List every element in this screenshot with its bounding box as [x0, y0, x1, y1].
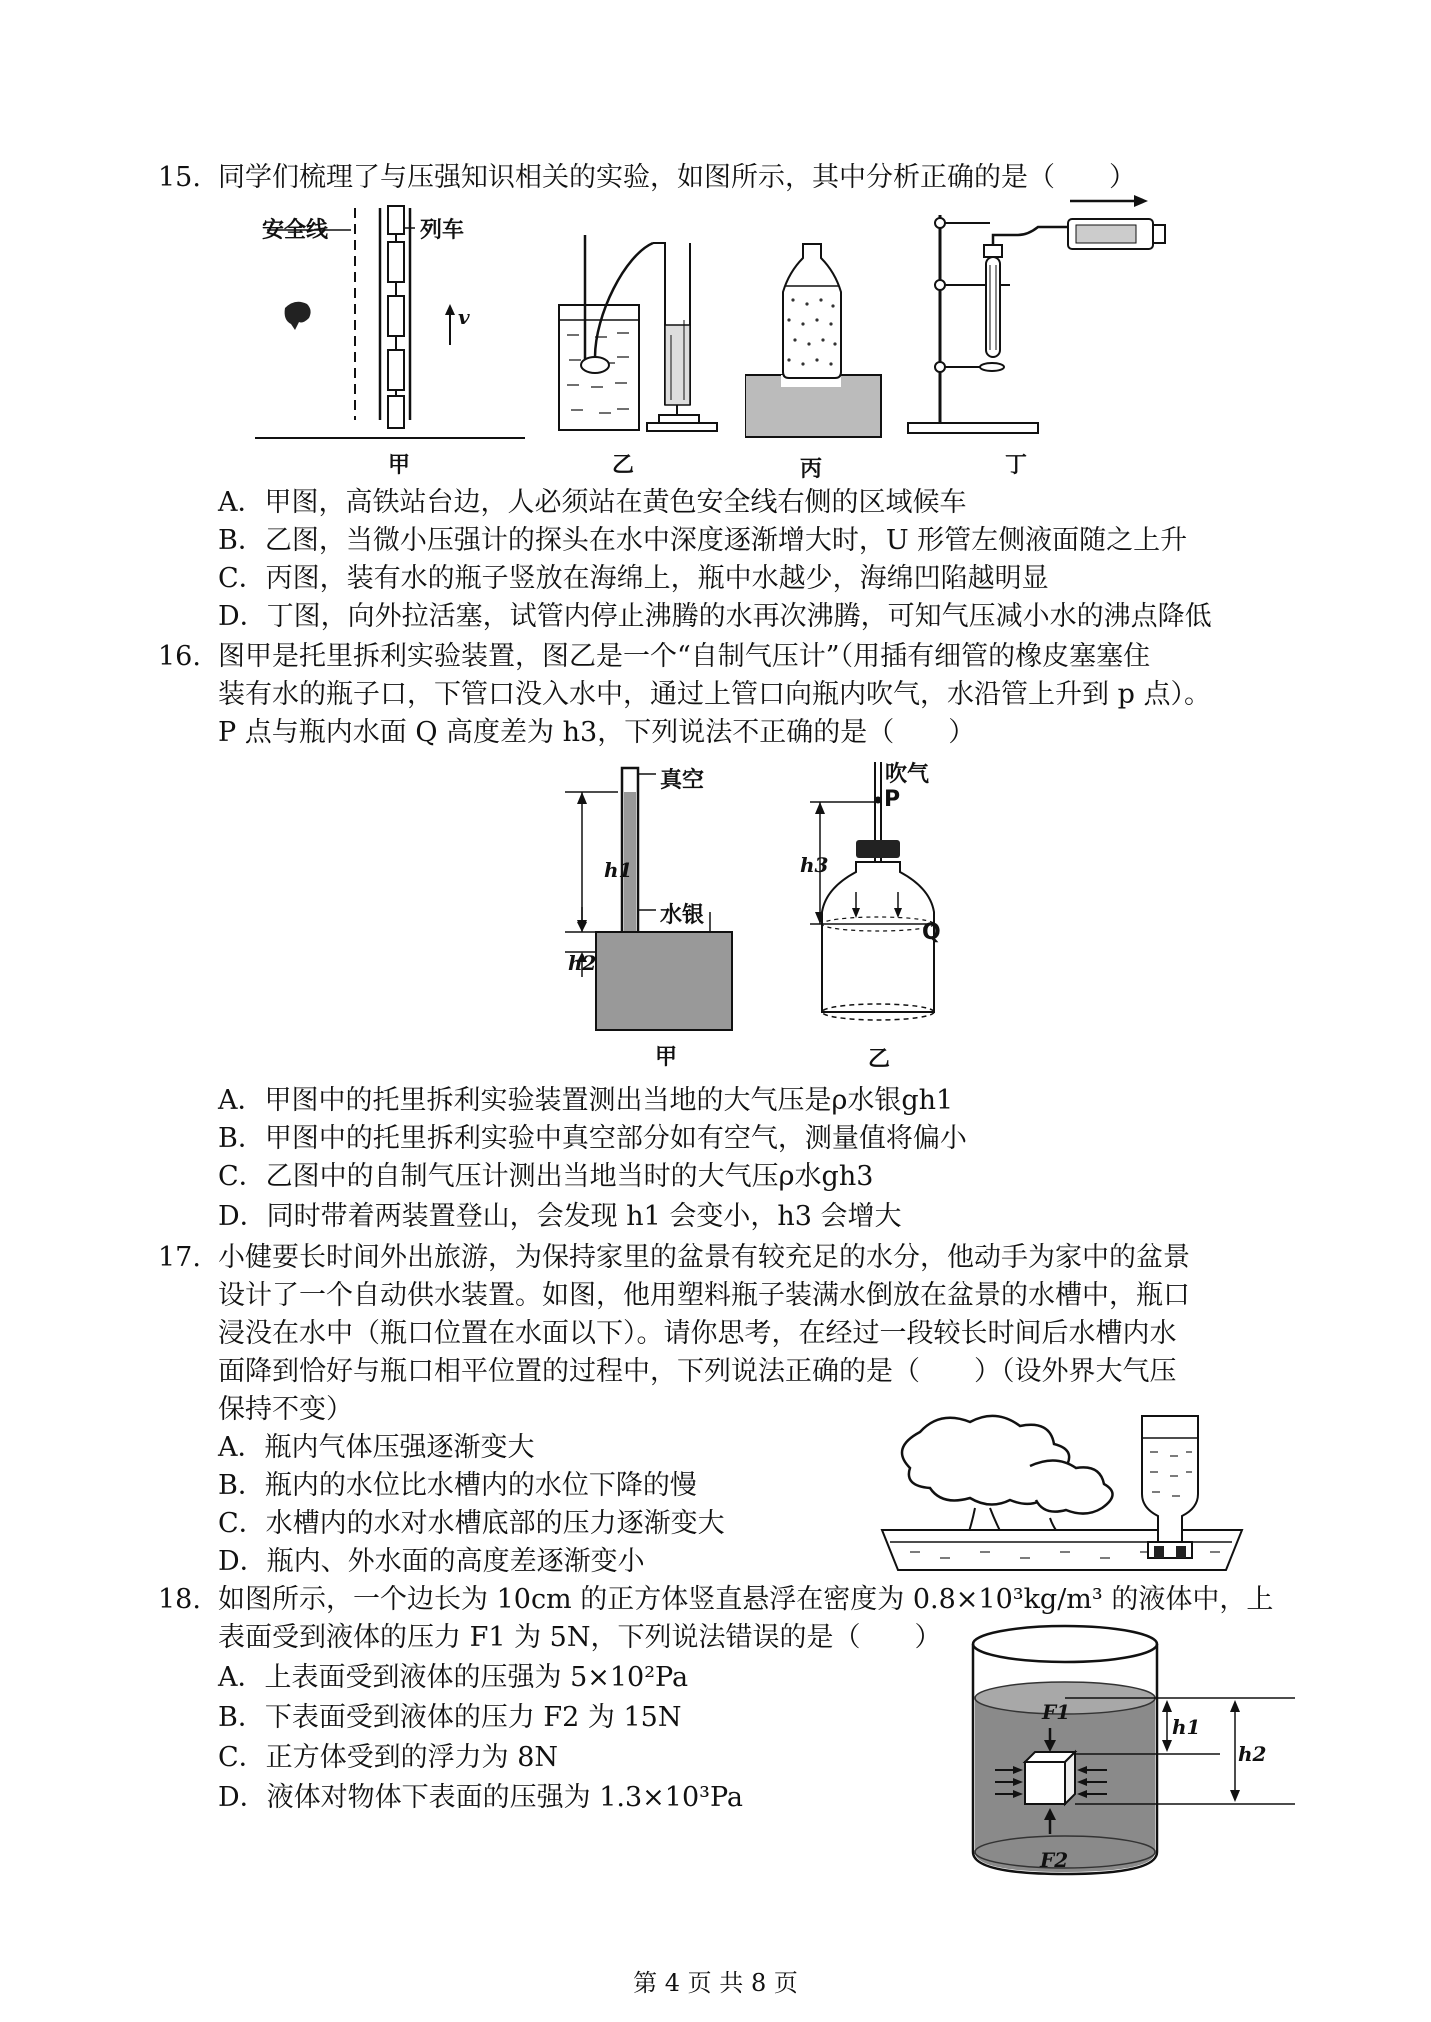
q16-option-a: A．甲图中的托里拆利实验装置测出当地的大气压是ρ水银gh1	[218, 1085, 954, 1116]
q16-label-h2: h2	[568, 951, 597, 975]
q16-figure-yi	[790, 762, 960, 1037]
q16-stem-line1: 图甲是托里拆利实验装置，图乙是一个“自制气压计”（用插有细管的橡皮塞塞住	[218, 641, 1151, 672]
q17-stem-line5: 保持不变）	[218, 1394, 353, 1425]
q16-stem-line3: P 点与瓶内水面 Q 高度差为 h3，下列说法不正确的是（ ）	[218, 717, 976, 748]
q17-option-d: D．瓶内、外水面的高度差逐渐变小	[218, 1546, 645, 1577]
q18-option-c: C．正方体受到的浮力为 8N	[218, 1742, 559, 1773]
q16-figure-jia	[560, 762, 735, 1037]
q16-option-b: B．甲图中的托里拆利实验中真空部分如有空气，测量值将偏小	[218, 1123, 967, 1154]
q18-label-h1: h1	[1172, 1715, 1201, 1739]
q17-number: 17.	[158, 1242, 201, 1273]
q18-number: 18.	[158, 1584, 201, 1615]
q15-pull-arrow	[1070, 192, 1150, 210]
q15-option-b: B．乙图，当微小压强计的探头在水中深度逐渐增大时，U 形管左侧液面随之上升	[218, 525, 1188, 556]
q16-label-h1: h1	[604, 858, 633, 882]
q15-option-a: A．甲图，高铁站台边，人必须站在黄色安全线右侧的区域候车	[218, 487, 967, 518]
q17-option-c: C．水槽内的水对水槽底部的压力逐渐变大	[218, 1508, 725, 1539]
q18-option-d: D．液体对物体下表面的压强为 1.3×10³Pa	[218, 1782, 744, 1813]
q16-label-blow: 吹气	[885, 762, 930, 787]
q15-label-ding: 丁	[1005, 453, 1028, 478]
q16-label-h3: h3	[800, 853, 829, 877]
q18-label-F2: F2	[1040, 1848, 1069, 1872]
q17-option-a: A．瓶内气体压强逐渐变大	[218, 1432, 535, 1463]
q17-stem-line3: 浸没在水中（瓶口位置在水面以下）。请你思考，在经过一段较长时间后水槽内水	[218, 1318, 1177, 1349]
q16-label-mercury: 水银	[660, 903, 705, 928]
q17-stem-line2: 设计了一个自动供水装置。如图，他用塑料瓶子装满水倒放在盆景的水槽中，瓶口	[218, 1280, 1190, 1311]
q15-figure-yi	[555, 225, 740, 440]
q15-option-c: C．丙图，装有水的瓶子竖放在海绵上，瓶中水越少，海绵凹陷越明显	[218, 563, 1049, 594]
q15-label-jia: 甲	[388, 453, 411, 478]
page-footer: 第 4 页 共 8 页	[633, 1969, 798, 1997]
q15-label-safety-line: 安全线	[262, 218, 329, 243]
q16-label-Q: Q	[922, 920, 941, 945]
q15-number: 15.	[158, 162, 201, 193]
q18-label-F1: F1	[1042, 1700, 1071, 1724]
q17-stem-line4: 面降到恰好与瓶口相平位置的过程中，下列说法正确的是（ ）（设外界大气压	[218, 1356, 1177, 1387]
q16-label-yi: 乙	[868, 1047, 891, 1072]
q16-stem-line2: 装有水的瓶子口，下管口没入水中，通过上管口向瓶内吹气，水沿管上升到 p 点）。	[218, 679, 1211, 710]
q17-option-b: B．瓶内的水位比水槽内的水位下降的慢	[218, 1470, 697, 1501]
q16-label-vacuum: 真空	[660, 768, 705, 793]
q16-label-jia: 甲	[655, 1045, 678, 1070]
q18-label-h2: h2	[1238, 1742, 1267, 1766]
q15-option-d: D．丁图，向外拉活塞，试管内停止沸腾的水再次沸腾，可知气压减小水的沸点降低	[218, 601, 1212, 632]
q15-label-v: v	[458, 305, 470, 329]
q17-stem-line1: 小健要长时间外出旅游，为保持家里的盆景有较充足的水分，他动手为家中的盆景	[218, 1242, 1190, 1273]
q16-label-P: P	[884, 787, 901, 812]
q16-option-d: D．同时带着两装置登山，会发现 h1 会变小，h3 会增大	[218, 1201, 902, 1232]
q15-label-train: 列车	[420, 218, 465, 243]
q15-stem: 同学们梳理了与压强知识相关的实验，如图所示，其中分析正确的是（ ）	[218, 162, 1136, 193]
q16-number: 16.	[158, 641, 201, 672]
q15-label-yi: 乙	[612, 453, 635, 478]
q15-figure-bing	[745, 240, 885, 440]
q18-stem-line1: 如图所示，一个边长为 10cm 的正方体竖直悬浮在密度为 0.8×10³kg/m³ 的液体中，上	[218, 1584, 1274, 1615]
q18-option-a: A．上表面受到液体的压强为 5×10²Pa	[218, 1662, 689, 1693]
q16-option-c: C．乙图中的自制气压计测出当地当时的大气压ρ水gh3	[218, 1161, 874, 1192]
q18-option-b: B．下表面受到液体的压力 F2 为 15N	[218, 1702, 682, 1733]
q15-figure-ding	[900, 205, 1170, 440]
q17-figure	[880, 1408, 1250, 1573]
q15-label-bing: 丙	[800, 457, 823, 482]
q18-stem-line2: 表面受到液体的压力 F1 为 5N，下列说法错误的是（ ）	[218, 1622, 942, 1653]
